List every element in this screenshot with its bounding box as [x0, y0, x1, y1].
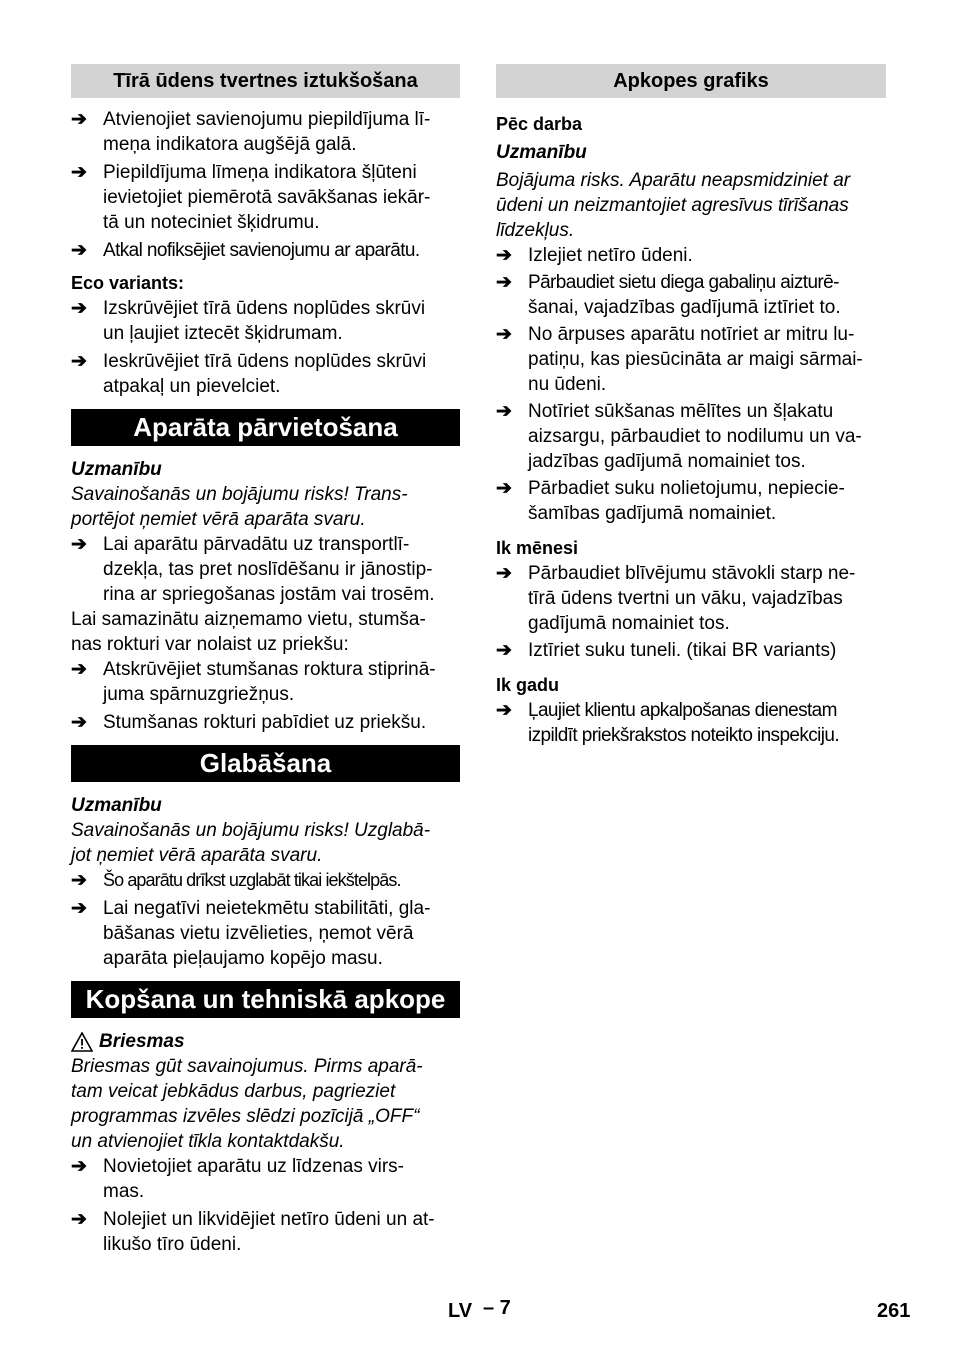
eco-variant-label: Eco variants: — [71, 273, 185, 293]
page-number: 261 — [877, 1300, 911, 1322]
yearly-label: Ik gadu — [496, 675, 560, 695]
caution-label: Uzmanību — [71, 795, 162, 816]
arrow-right-icon: ➔ — [71, 1156, 87, 1177]
arrow-right-icon: ➔ — [71, 109, 87, 130]
list-item: ➔ No ārpuses aparātu notīriet ar mitru lu- patiņu, kas piesūcināta ar maigi sārmai- nu ūdeni. — [496, 324, 863, 395]
after-work-label: Pēc darba — [496, 114, 583, 134]
section-page-number: – 7 — [483, 1297, 511, 1319]
arrow-right-icon: ➔ — [496, 700, 512, 721]
list-item: ➔ Nolejiet un likvidējiet netīro ūdeni un at- likušo tīro ūdeni. — [71, 1209, 435, 1255]
arrow-right-icon: ➔ — [71, 534, 87, 555]
section-heading-maintenance-schedule: Apkopes grafiks — [496, 64, 886, 98]
danger-label: Briesmas — [99, 1031, 185, 1052]
caution-label: Uzmanību — [71, 459, 162, 480]
arrow-right-icon: ➔ — [496, 563, 512, 584]
caution-label: Uzmanību — [496, 142, 587, 163]
arrow-right-icon: ➔ — [496, 272, 512, 293]
list-item: ➔ Šo aparātu drīkst uzglabāt tikai iekštelpās. — [71, 870, 401, 891]
section-heading-maintenance: Kopšana un tehniskā apkope — [71, 981, 460, 1018]
language-code: LV — [448, 1300, 473, 1322]
arrow-right-icon: ➔ — [496, 401, 512, 422]
arrow-right-icon: ➔ — [71, 240, 87, 261]
arrow-right-icon: ➔ — [71, 162, 87, 183]
arrow-right-icon: ➔ — [71, 870, 87, 891]
arrow-right-icon: ➔ — [496, 478, 512, 499]
arrow-right-icon: ➔ — [71, 351, 87, 372]
list-item: ➔ Pārbadiet suku nolietojumu, nepiecie- šamības gadījumā nomainiet. — [496, 478, 845, 524]
arrow-right-icon: ➔ — [496, 324, 512, 345]
list-item: ➔ Ieskrūvējiet tīrā ūdens noplūdes skrūvi atpakaļ un pievelciet. — [71, 351, 427, 397]
arrow-right-icon: ➔ — [71, 712, 87, 733]
arrow-right-icon: ➔ — [71, 298, 87, 319]
left-column: Tīrā ūdens tvertnes iztukšošana ➔ Atvienojiet savienojumu piepildījuma lī- meņa indikatora augšējā galā. ➔ Piepildījuma līmeņa indikatora šļūteni ievietojiet piemērotā savākšanas iekār- tā un noteciniet šķidrumu. ➔ Atkal nofiksējiet savienojumu ar aparātu. Eco variants: ➔ Izskrūvējiet tīrā ūdens noplūdes skrūvi un ļaujiet iztecēt šķidrumam. ➔ Ieskrūvējiet tīrā ūdens noplūdes skrūvi atpakaļ un pievelciet. Aparāta pārvietošana Uzmanību Savainošanās un bojājumu risks! Trans- portējot ņemiet vērā aparāta svaru. ➔ Lai aparātu pārvadātu uz transportlī- dzekļa, tas pret noslīdēšanu ir jānostip- rina ar spriegošanas jostām vai trosēm. Lai samazinātu aizņemamo vietu, stumša- nas rokturi var nolaist uz priekšu: ➔ Atskrūvējiet stumšanas roktura stiprinā- juma spārnuzgriežņus. ➔ Stumšanas rokturi pabīdiet uz priekšu. Glabāšana Uzmanību Savainošanās un bojājumu risks! Uzglabā- jot ņemiet vērā aparāta svaru. ➔ Šo aparātu drīkst uzglabāt tikai iekštelpās. ➔ Lai negatīvi neietekmētu stabilitāti, gla- bāšanas vietu izvēlieties, ņemot vērā aparāta pieļaujamo kopējo masu. Kopšana un tehniskā apkope Briesmas Briesmas gūt savainojumus. Pirms aparā- tam veicat jebkādus darbus, pagrieziet programmas izvēles slēdzi pozīcijā „OFF“ un atvienojiet tīkla kontaktdakšu. ➔ Novietojiet aparātu uz līdzenas virs- mas. ➔ Nolejiet un likvidējiet netīro ūdeni un at- likušo tīro ūdeni. — [71, 64, 460, 1257]
list-item: ➔ Pārbaudiet blīvējumu stāvokli starp ne- tīrā ūdens tvertni un vāku, vajadzības gadījumā nomainiet tos. — [496, 563, 856, 634]
paragraph: Lai samazinātu aizņemamo vietu, stumša- — [71, 609, 426, 630]
list-item: ➔ Atskrūvējiet stumšanas roktura stiprinā- juma spārnuzgriežņus. — [71, 659, 436, 705]
list-item: ➔ Piepildījuma līmeņa indikatora šļūteni ievietojiet piemērotā savākšanas iekār- tā un noteciniet šķidrumu. — [71, 162, 431, 233]
arrow-right-icon: ➔ — [71, 1209, 87, 1230]
list-item: ➔ Iztīriet suku tuneli. (tikai BR variants) — [496, 640, 837, 661]
warning-triangle-icon — [71, 1032, 93, 1052]
list-item: ➔ Atvienojiet savienojumu piepildījuma lī- meņa indikatora augšējā galā. — [71, 109, 431, 155]
list-item: ➔ Izskrūvējiet tīrā ūdens noplūdes skrūvi un ļaujiet iztecēt šķidrumam. — [71, 298, 426, 344]
list-item: ➔ Izlejiet netīro ūdeni. — [496, 245, 693, 266]
list-item: ➔ Lai aparātu pārvadātu uz transportlī- dzekļa, tas pret noslīdēšanu ir jānostip- rina ar spriegošanas jostām vai trosēm. — [71, 534, 435, 605]
arrow-right-icon: ➔ — [496, 640, 512, 661]
list-item: ➔ Novietojiet aparātu uz līdzenas virs- mas. — [71, 1156, 404, 1202]
list-item: ➔ Atkal nofiksējiet savienojumu ar aparātu. — [71, 240, 420, 261]
list-item: ➔ Stumšanas rokturi pabīdiet uz priekšu. — [71, 712, 427, 733]
arrow-right-icon: ➔ — [496, 245, 512, 266]
section-heading-transport: Aparāta pārvietošana — [71, 409, 460, 446]
danger-heading — [71, 1029, 460, 1054]
right-column: Apkopes grafiks Pēc darba Uzmanību Bojājuma risks. Aparātu neapsmidziniet ar ūdeni un neizmantojiet agresīvus tīrīšanas līdzekļus. ➔ Izlejiet netīro ūdeni. ➔ Pārbaudiet sietu diega gabaliņu aizturē- šanai, vajadzības gadījumā iztīriet to. ➔ No ārpuses aparātu notīriet ar mitru lu- patiņu, kas piesūcināta ar maigi sārmai- nu ūdeni. ➔ Notīriet sūkšanas mēlītes un šļakatu aizsargu, pārbaudiet to nodilumu un va- jadzības gadījumā nomainiet tos. ➔ Pārbadiet suku nolietojumu, nepiecie- šamības gadījumā nomainiet. Ik mēnesi ➔ Pārbaudiet blīvējumu stāvokli starp ne- tīrā ūdens tvertni un vāku, vajadzības gadījumā nomainiet tos. ➔ Iztīriet suku tuneli. (tikai BR variants) Ik gadu ➔ Ļaujiet klientu apkalpošanas dienestam izpildīt priekšrakstos noteikto inspekciju. — [496, 64, 886, 748]
list-item: ➔ Lai negatīvi neietekmētu stabilitāti, gla- bāšanas vietu izvēlieties, ņemot vērā aparāta pieļaujamo kopējo masu. — [71, 898, 431, 969]
section-heading-storage: Glabāšana — [71, 745, 460, 782]
arrow-right-icon: ➔ — [71, 659, 87, 680]
monthly-label: Ik mēnesi — [496, 538, 579, 558]
section-heading-clean-water-drain: Tīrā ūdens tvertnes iztukšošana — [71, 64, 460, 98]
list-item: ➔ Pārbaudiet sietu diega gabaliņu aizturē- šanai, vajadzības gadījumā iztīriet to. — [496, 272, 841, 318]
arrow-right-icon: ➔ — [71, 898, 87, 919]
page-footer — [0, 1297, 954, 1323]
list-item: ➔ Ļaujiet klientu apkalpošanas dienestam izpildīt priekšrakstos noteikto inspekciju. — [496, 700, 840, 746]
list-item: ➔ Notīriet sūkšanas mēlītes un šļakatu aizsargu, pārbaudiet to nodilumu un va- jadzības gadījumā nomainiet tos. — [496, 401, 862, 472]
